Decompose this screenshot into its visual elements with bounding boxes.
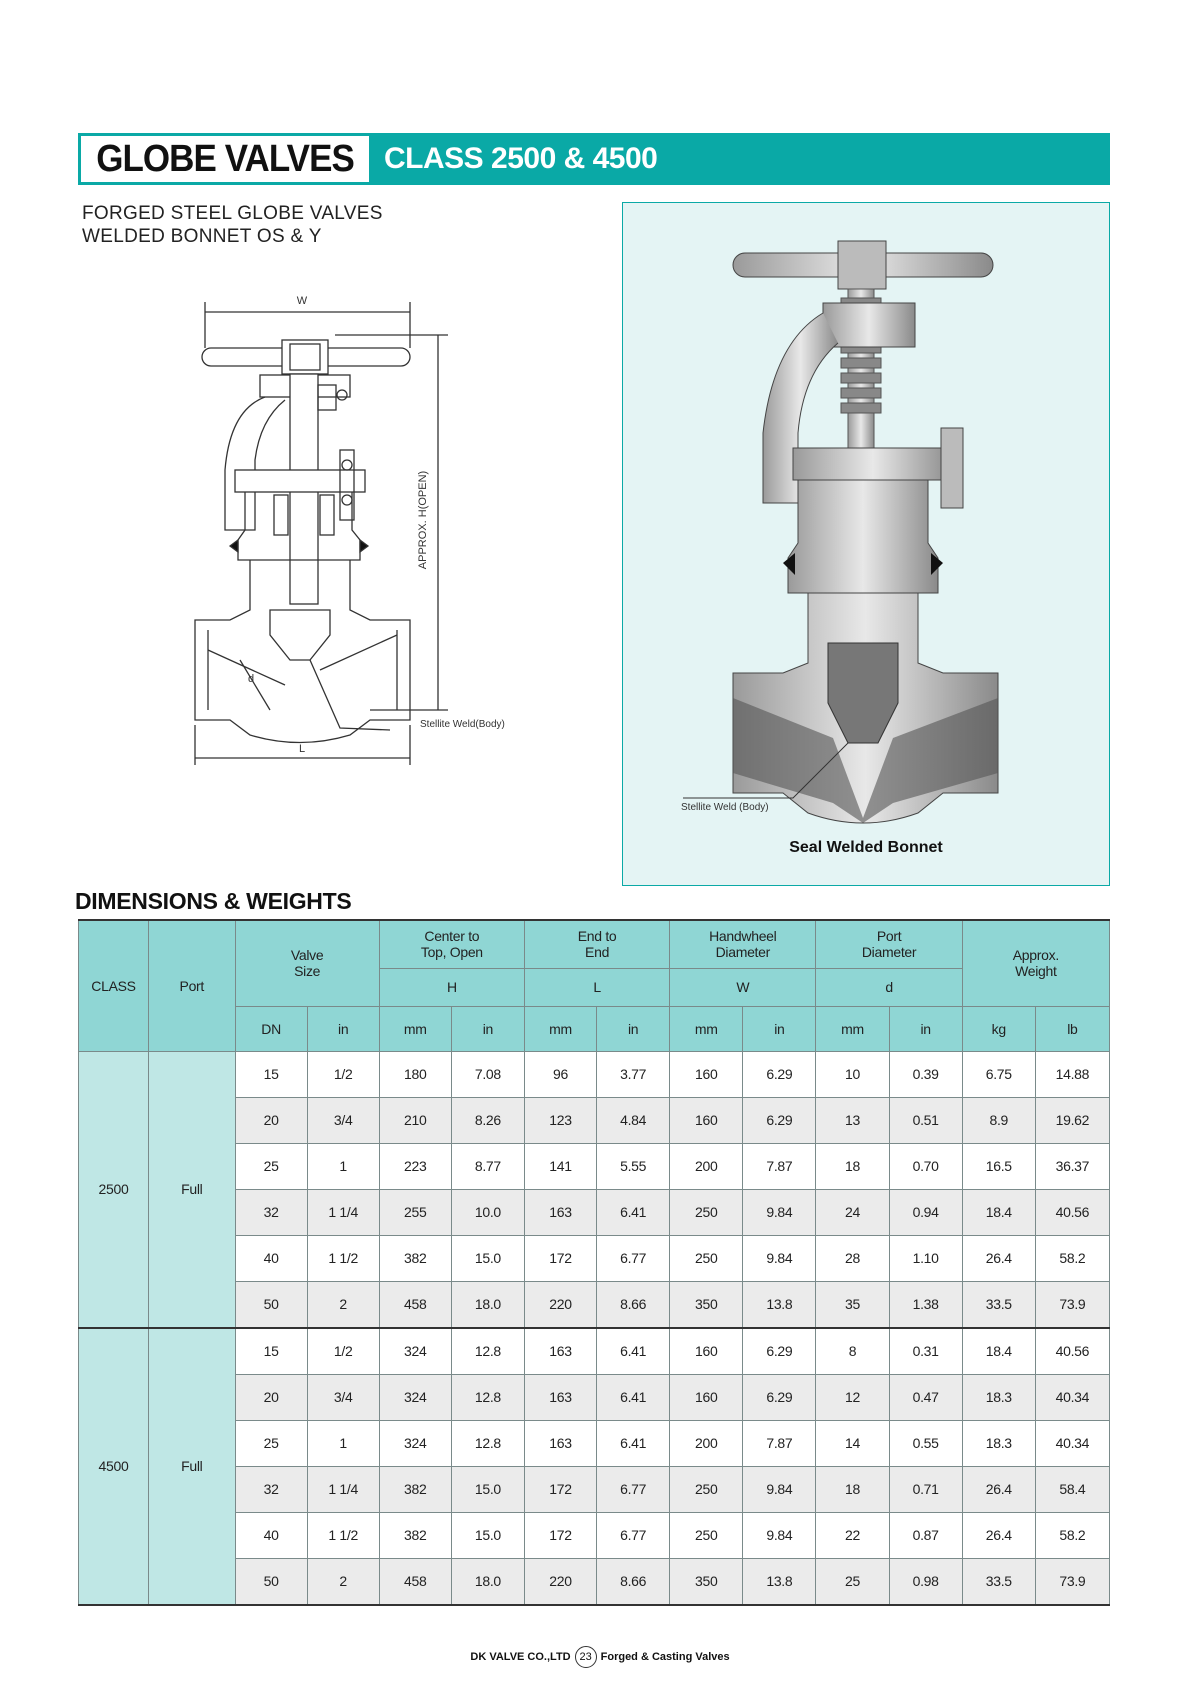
port-cell: Full — [149, 1328, 236, 1605]
page-subtitle: CLASS 2500 & 4500 — [384, 142, 658, 175]
table-cell: 0.94 — [889, 1189, 962, 1235]
table-cell: 172 — [524, 1235, 596, 1281]
table-cell: 26.4 — [962, 1466, 1035, 1512]
class-cell: 2500 — [79, 1051, 149, 1328]
table-cell: 6.29 — [743, 1374, 816, 1420]
table-cell: 8 — [816, 1328, 889, 1375]
table-cell: 25 — [816, 1558, 889, 1605]
table-cell: 8.77 — [451, 1143, 524, 1189]
table-cell: 163 — [524, 1328, 596, 1375]
footer-company: DK VALVE CO.,LTD — [470, 1651, 571, 1663]
table-header — [79, 920, 1110, 1051]
header-h-symbol: H — [379, 968, 524, 1006]
table-cell: 3/4 — [307, 1097, 379, 1143]
table-cell: 3/4 — [307, 1374, 379, 1420]
photo-caption: Seal Welded Bonnet — [789, 839, 943, 856]
table-cell: 160 — [670, 1328, 743, 1375]
table-cell: 458 — [379, 1281, 451, 1328]
table-cell: 200 — [670, 1143, 743, 1189]
table-cell: 163 — [524, 1420, 596, 1466]
table-cell: 141 — [524, 1143, 596, 1189]
table-cell: 10.0 — [451, 1189, 524, 1235]
table-cell: 13 — [816, 1097, 889, 1143]
table-cell: 0.39 — [889, 1051, 962, 1097]
class-cell: 4500 — [79, 1328, 149, 1605]
table-cell: 9.84 — [743, 1189, 816, 1235]
table-cell: 0.98 — [889, 1558, 962, 1605]
table-body — [79, 1051, 1110, 1605]
table-cell: 15.0 — [451, 1466, 524, 1512]
label-weld: Stellite Weld(Body) — [420, 719, 505, 730]
unit-header: in — [743, 1006, 816, 1051]
header-d-symbol: d — [816, 968, 962, 1006]
table-cell: 7.08 — [451, 1051, 524, 1097]
table-cell: 8.66 — [597, 1558, 670, 1605]
table-cell: 1/2 — [307, 1328, 379, 1375]
table-cell: 458 — [379, 1558, 451, 1605]
table-cell: 200 — [670, 1420, 743, 1466]
table-cell: 1.38 — [889, 1281, 962, 1328]
unit-header: mm — [379, 1006, 451, 1051]
table-cell: 12.8 — [451, 1374, 524, 1420]
table-cell: 7.87 — [743, 1143, 816, 1189]
table-cell: 350 — [670, 1281, 743, 1328]
table-cell: 172 — [524, 1512, 596, 1558]
table-cell: 14 — [816, 1420, 889, 1466]
table-cell: 15 — [235, 1051, 307, 1097]
header-w-symbol: W — [670, 968, 816, 1006]
table-cell: 10 — [816, 1051, 889, 1097]
table-cell: 0.55 — [889, 1420, 962, 1466]
table-cell: 220 — [524, 1558, 596, 1605]
table-cell: 36.37 — [1035, 1143, 1109, 1189]
table-cell: 6.77 — [597, 1466, 670, 1512]
table-cell: 58.2 — [1035, 1235, 1109, 1281]
label-l: L — [298, 743, 306, 755]
description-line-1: FORGED STEEL GLOBE VALVES — [82, 203, 383, 224]
page-footer — [0, 1646, 1200, 1668]
table-cell: 5.55 — [597, 1143, 670, 1189]
table-cell: 160 — [670, 1097, 743, 1143]
table-cell: 96 — [524, 1051, 596, 1097]
table-cell: 16.5 — [962, 1143, 1035, 1189]
table-cell: 8.26 — [451, 1097, 524, 1143]
photo-weld-label: Stellite Weld (Body) — [681, 802, 769, 813]
unit-header: kg — [962, 1006, 1035, 1051]
table-cell: 382 — [379, 1235, 451, 1281]
unit-header: in — [307, 1006, 379, 1051]
table-cell: 8.9 — [962, 1097, 1035, 1143]
table-cell: 6.41 — [597, 1420, 670, 1466]
table-cell: 6.77 — [597, 1512, 670, 1558]
label-d: d — [248, 673, 255, 685]
table-cell: 18.0 — [451, 1281, 524, 1328]
table-cell: 6.29 — [743, 1097, 816, 1143]
table-cell: 250 — [670, 1466, 743, 1512]
table-row — [79, 1328, 1110, 1375]
table-cell: 14.88 — [1035, 1051, 1109, 1097]
table-cell: 12.8 — [451, 1420, 524, 1466]
unit-header: mm — [670, 1006, 743, 1051]
table-cell: 1 — [307, 1420, 379, 1466]
table-cell: 15 — [235, 1328, 307, 1375]
table-row — [79, 1051, 1110, 1097]
table-cell: 26.4 — [962, 1512, 1035, 1558]
table-cell: 1 1/2 — [307, 1235, 379, 1281]
valve-cutaway-image — [623, 203, 1111, 887]
table-cell: 40.34 — [1035, 1420, 1109, 1466]
table-cell: 163 — [524, 1374, 596, 1420]
table-cell: 32 — [235, 1466, 307, 1512]
unit-header: in — [597, 1006, 670, 1051]
table-cell: 18 — [816, 1143, 889, 1189]
table-cell: 58.2 — [1035, 1512, 1109, 1558]
table-cell: 6.41 — [597, 1374, 670, 1420]
table-cell: 20 — [235, 1097, 307, 1143]
table-cell: 9.84 — [743, 1235, 816, 1281]
table-cell: 250 — [670, 1235, 743, 1281]
table-cell: 1/2 — [307, 1051, 379, 1097]
dimensions-table — [78, 919, 1110, 1606]
table-cell: 9.84 — [743, 1466, 816, 1512]
table-cell: 12 — [816, 1374, 889, 1420]
table-cell: 13.8 — [743, 1281, 816, 1328]
table-cell: 32 — [235, 1189, 307, 1235]
table-cell: 26.4 — [962, 1235, 1035, 1281]
table-cell: 210 — [379, 1097, 451, 1143]
table-cell: 18 — [816, 1466, 889, 1512]
table-cell: 324 — [379, 1420, 451, 1466]
table-cell: 33.5 — [962, 1281, 1035, 1328]
table-cell: 6.29 — [743, 1051, 816, 1097]
table-cell: 160 — [670, 1374, 743, 1420]
table-cell: 3.77 — [597, 1051, 670, 1097]
table-cell: 6.75 — [962, 1051, 1035, 1097]
table-cell: 0.87 — [889, 1512, 962, 1558]
table-cell: 12.8 — [451, 1328, 524, 1375]
table-cell: 0.71 — [889, 1466, 962, 1512]
table-cell: 73.9 — [1035, 1281, 1109, 1328]
table-cell: 18.4 — [962, 1189, 1035, 1235]
table-cell: 33.5 — [962, 1558, 1035, 1605]
description-line-2: WELDED BONNET OS & Y — [82, 226, 322, 247]
table-cell: 0.70 — [889, 1143, 962, 1189]
table-cell: 1 1/2 — [307, 1512, 379, 1558]
table-cell: 19.62 — [1035, 1097, 1109, 1143]
table-cell: 40.56 — [1035, 1328, 1109, 1375]
table-cell: 2 — [307, 1558, 379, 1605]
table-cell: 223 — [379, 1143, 451, 1189]
label-w: W — [296, 295, 308, 307]
table-cell: 18.3 — [962, 1374, 1035, 1420]
footer-tagline: Forged & Casting Valves — [600, 1651, 730, 1663]
table-cell: 0.47 — [889, 1374, 962, 1420]
table-cell: 18.4 — [962, 1328, 1035, 1375]
table-cell: 160 — [670, 1051, 743, 1097]
header-center-to-top: Center to Top, Open — [379, 920, 524, 968]
table-cell: 1 1/4 — [307, 1189, 379, 1235]
table-cell: 9.84 — [743, 1512, 816, 1558]
table-cell: 15.0 — [451, 1235, 524, 1281]
table-cell: 25 — [235, 1143, 307, 1189]
table-cell: 324 — [379, 1374, 451, 1420]
table-cell: 2 — [307, 1281, 379, 1328]
table-cell: 50 — [235, 1281, 307, 1328]
table-cell: 18.3 — [962, 1420, 1035, 1466]
header-port: Port — [149, 920, 236, 1051]
page-number: 23 — [575, 1646, 597, 1668]
header-weight: Approx. Weight — [962, 920, 1109, 1006]
unit-header: mm — [816, 1006, 889, 1051]
table-cell: 6.29 — [743, 1328, 816, 1375]
valve-cutaway-illustration — [622, 202, 1110, 886]
table-cell: 0.51 — [889, 1097, 962, 1143]
table-cell: 0.31 — [889, 1328, 962, 1375]
table-cell: 15.0 — [451, 1512, 524, 1558]
table-cell: 250 — [670, 1512, 743, 1558]
table-cell: 50 — [235, 1558, 307, 1605]
table-cell: 40 — [235, 1235, 307, 1281]
table-cell: 4.84 — [597, 1097, 670, 1143]
table-cell: 8.66 — [597, 1281, 670, 1328]
table-cell: 255 — [379, 1189, 451, 1235]
label-h: APPROX. H(OPEN) — [417, 470, 429, 570]
table-cell: 40.34 — [1035, 1374, 1109, 1420]
unit-header: mm — [524, 1006, 596, 1051]
header-banner — [78, 133, 1110, 185]
table-cell: 20 — [235, 1374, 307, 1420]
table-cell: 6.41 — [597, 1189, 670, 1235]
unit-header: in — [451, 1006, 524, 1051]
table-cell: 13.8 — [743, 1558, 816, 1605]
table-cell: 163 — [524, 1189, 596, 1235]
header-l-symbol: L — [524, 968, 669, 1006]
table-cell: 24 — [816, 1189, 889, 1235]
header-end-to-end: End to End — [524, 920, 669, 968]
section-title: DIMENSIONS & WEIGHTS — [75, 888, 352, 914]
table-cell: 18.0 — [451, 1558, 524, 1605]
table-cell: 1 — [307, 1143, 379, 1189]
table-cell: 7.87 — [743, 1420, 816, 1466]
table-cell: 22 — [816, 1512, 889, 1558]
valve-line-drawing — [190, 290, 550, 830]
unit-header: lb — [1035, 1006, 1109, 1051]
table-cell: 35 — [816, 1281, 889, 1328]
unit-header: DN — [235, 1006, 307, 1051]
table-cell: 6.41 — [597, 1328, 670, 1375]
table-cell: 58.4 — [1035, 1466, 1109, 1512]
header-handwheel: Handwheel Diameter — [670, 920, 816, 968]
table-cell: 1 1/4 — [307, 1466, 379, 1512]
table-cell: 73.9 — [1035, 1558, 1109, 1605]
port-cell: Full — [149, 1051, 236, 1328]
table-cell: 40.56 — [1035, 1189, 1109, 1235]
table-cell: 6.77 — [597, 1235, 670, 1281]
table-cell: 28 — [816, 1235, 889, 1281]
table-cell: 172 — [524, 1466, 596, 1512]
table-cell: 350 — [670, 1558, 743, 1605]
table-cell: 123 — [524, 1097, 596, 1143]
unit-header: in — [889, 1006, 962, 1051]
header-port-diameter: Port Diameter — [816, 920, 962, 968]
table-cell: 382 — [379, 1512, 451, 1558]
table-cell: 220 — [524, 1281, 596, 1328]
table-cell: 40 — [235, 1512, 307, 1558]
table-cell: 25 — [235, 1420, 307, 1466]
table-cell: 382 — [379, 1466, 451, 1512]
product-description — [82, 202, 383, 248]
table-cell: 1.10 — [889, 1235, 962, 1281]
table-cell: 250 — [670, 1189, 743, 1235]
table-cell: 180 — [379, 1051, 451, 1097]
page-title: GLOBE VALVES — [80, 135, 370, 183]
header-class: CLASS — [79, 920, 149, 1051]
header-valve-size: Valve Size — [235, 920, 379, 1006]
table-cell: 324 — [379, 1328, 451, 1375]
